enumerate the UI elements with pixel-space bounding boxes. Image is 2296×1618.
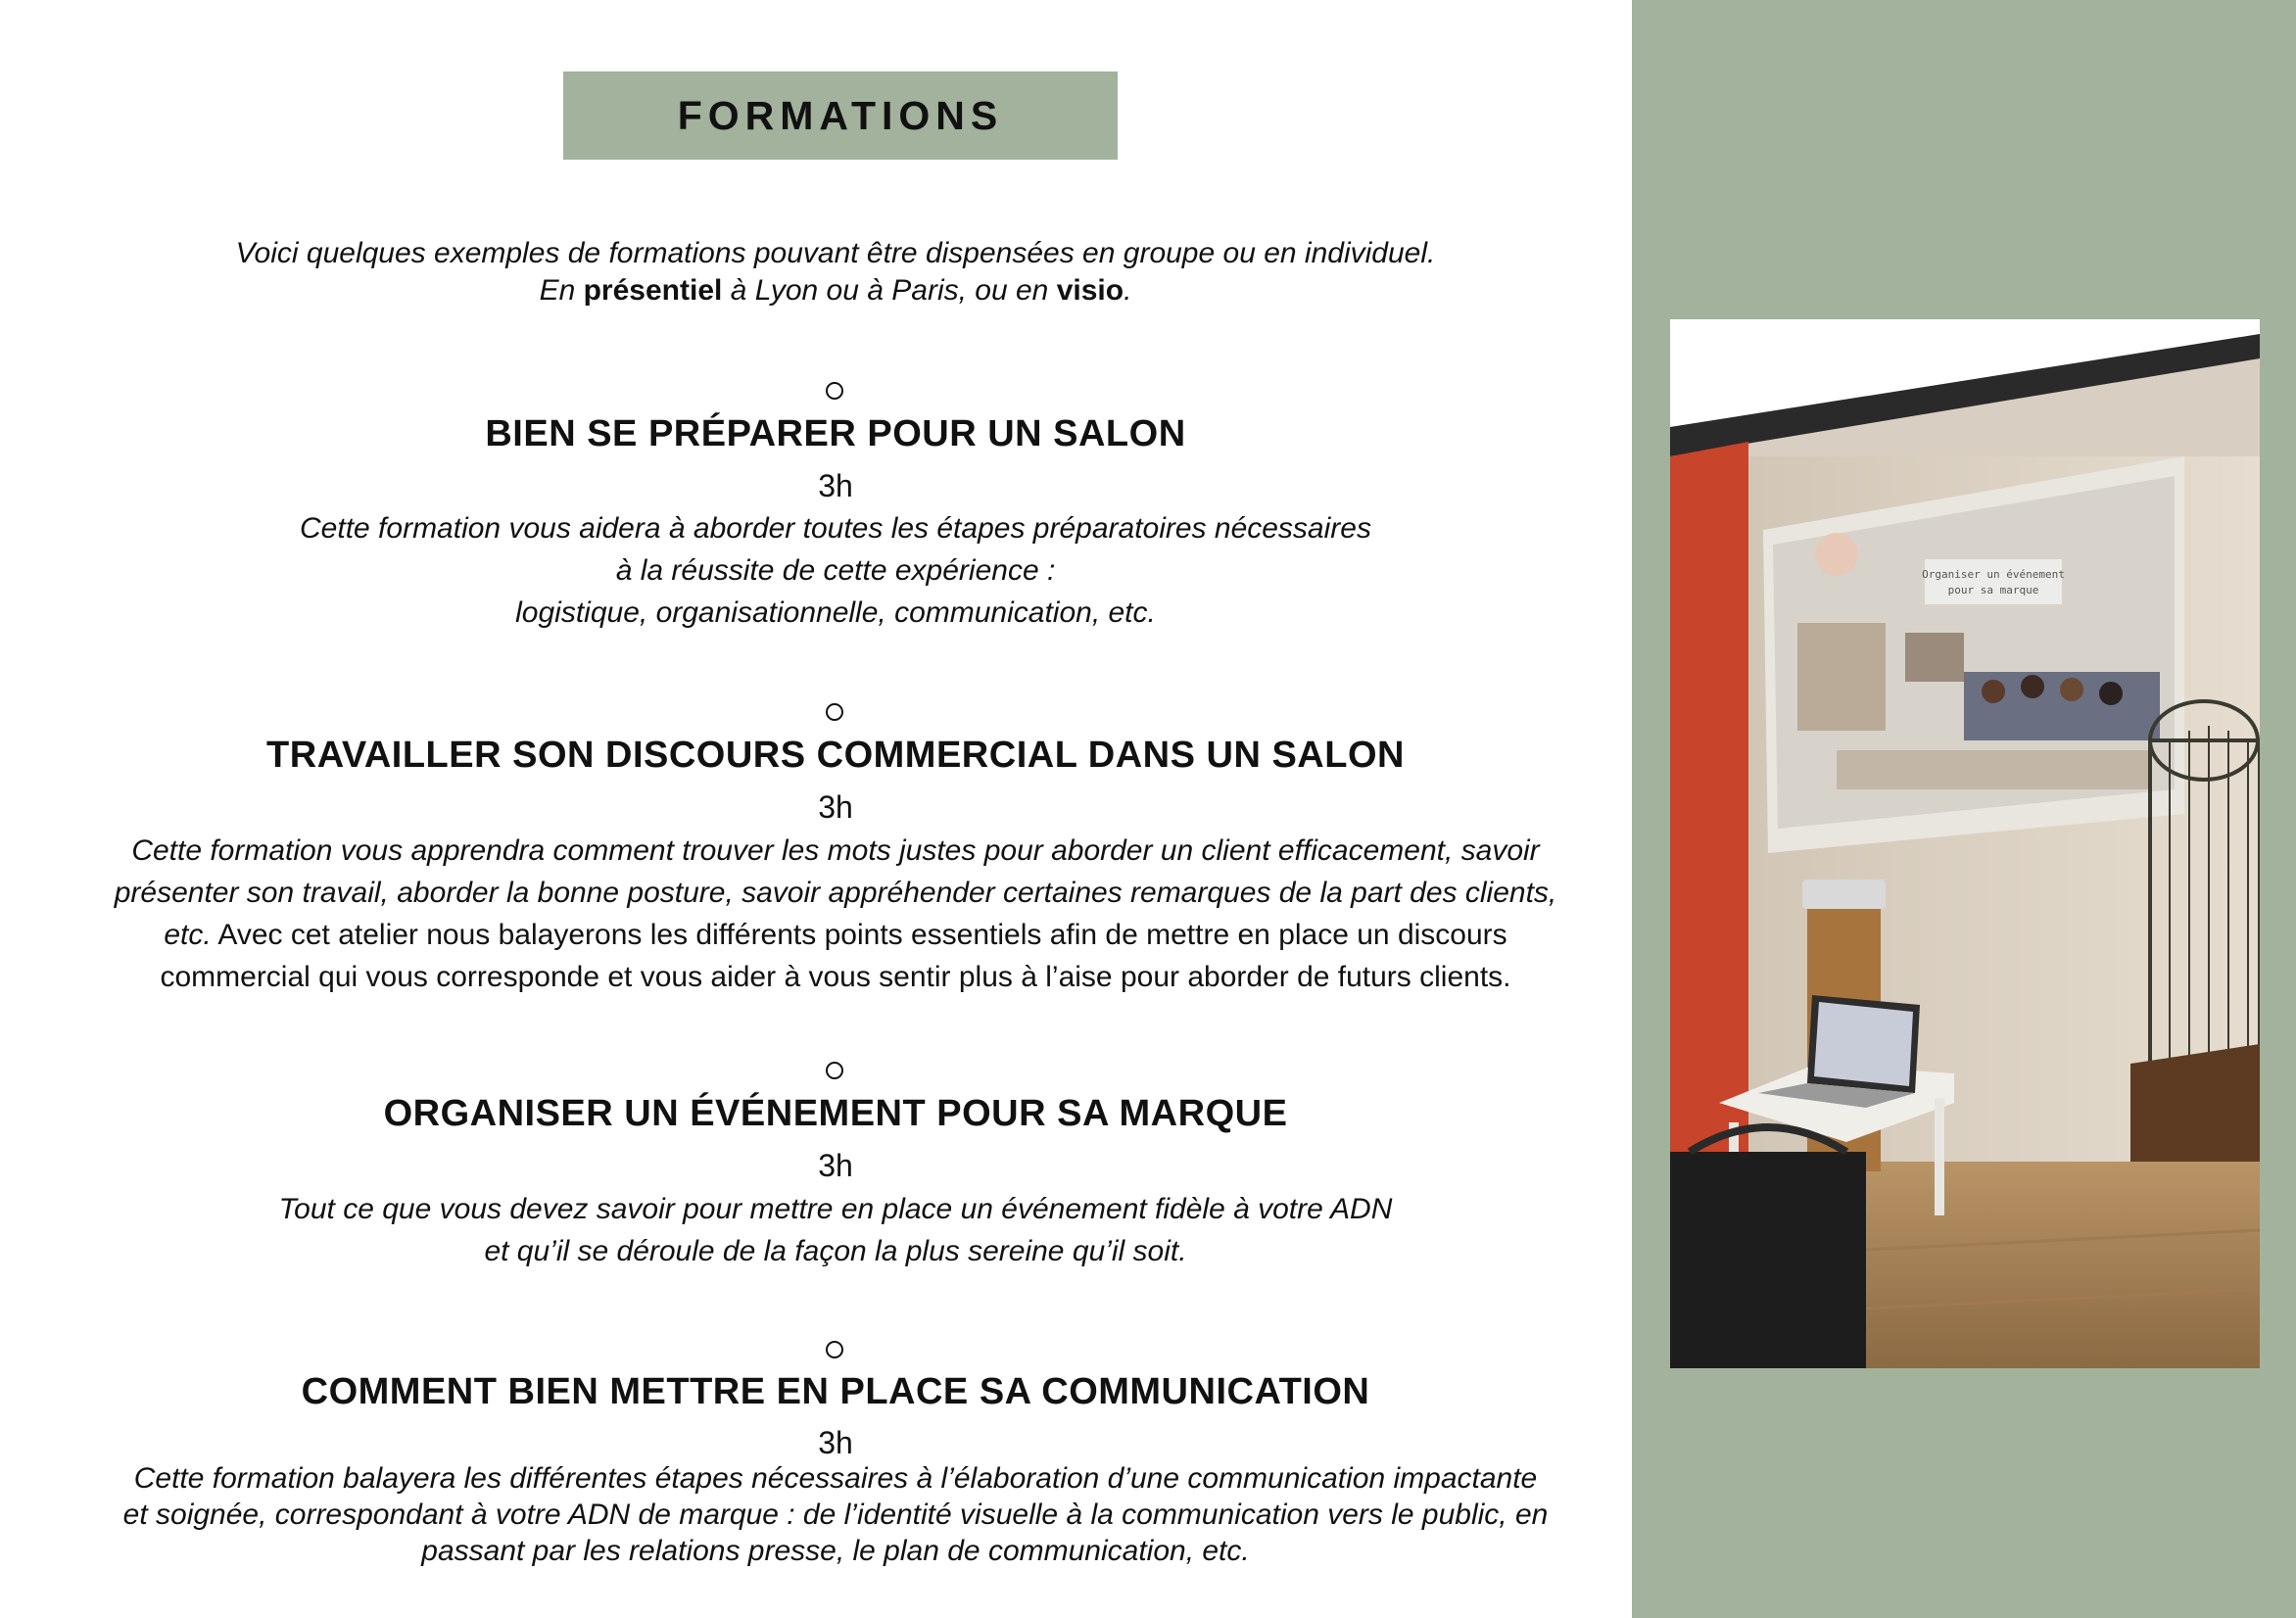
section-title: FORMATIONS: [677, 92, 1004, 138]
formation-title: TRAVAILLER SON DISCOURS COMMERCIAL DANS UN SALON: [266, 735, 1405, 776]
formation-title: COMMENT BIEN METTRE EN PLACE SA COMMUNICATION: [301, 1371, 1370, 1412]
description-line: présenter son travail, aborder la bonne posture, savoir appréhender certaines remarques de la part des clients,: [114, 877, 1557, 909]
bag-icon: [1670, 1152, 1866, 1368]
description-line: Cette formation vous apprendra comment trouver les mots justes pour aborder un client efficacement, savoir: [131, 834, 1540, 867]
workshop-photo-illustration: [1670, 319, 2260, 1368]
intro-bold-visio: visio: [1056, 274, 1124, 307]
formation-duration: 3h: [818, 468, 853, 503]
section-title-box: [563, 71, 1118, 160]
slide-text: pour sa marque: [1947, 584, 2039, 596]
description-line: et soignée, correspondant à votre ADN de marque : de l’identité visuelle à la communication vers le public, en: [122, 1499, 1549, 1531]
formation-duration: 3h: [818, 1148, 853, 1183]
intro-bold-presentiel: présentiel: [583, 274, 723, 307]
formation-title: BIEN SE PRÉPARER POUR UN SALON: [485, 413, 1186, 454]
formation-description: [59, 507, 1612, 634]
circle-bullet-icon: [826, 1341, 843, 1358]
description-line: à la réussite de cette expérience :: [615, 554, 1056, 587]
circle-bullet-icon: [826, 1062, 843, 1079]
workshop-photo: [1670, 319, 2260, 1368]
intro-text: à Lyon ou à Paris, ou en: [722, 274, 1057, 307]
intro-line-1: Voici quelques exemples de formations pouvant être dispensées en groupe ou en individuel.: [235, 237, 1436, 269]
projector-icon: [1802, 880, 1886, 909]
description-line: Cette formation vous aidera à aborder toutes les étapes préparatoires nécessaires: [300, 512, 1371, 545]
description-line: logistique, organisationnelle, communication, etc.: [515, 596, 1156, 629]
slide-text: Organiser un événement: [1922, 568, 2065, 581]
formation-description: [39, 830, 1632, 998]
description-line: et qu’il se déroule de la façon la plus sereine qu’il soit.: [484, 1235, 1187, 1267]
description-line: [39, 914, 1632, 956]
intro-text: .: [1124, 274, 1132, 307]
description-line: Cette formation balayera les différentes étapes nécessaires à l’élaboration d’une communication impactante: [133, 1462, 1538, 1495]
description-line: Tout ce que vous devez savoir pour mettre en place un événement fidèle à votre ADN: [278, 1193, 1393, 1225]
description-italic-etc: etc.: [164, 919, 212, 951]
formation-duration: 3h: [818, 1425, 853, 1460]
circle-bullet-icon: [826, 703, 843, 721]
description-text: Avec cet atelier nous balayerons les différents points essentiels afin de mettre en place un discours: [211, 919, 1507, 951]
formation-description: [59, 1188, 1612, 1272]
description-line: passant par les relations presse, le plan de communication, etc.: [421, 1535, 1250, 1567]
formation-title: ORGANISER UN ÉVÉNEMENT POUR SA MARQUE: [383, 1093, 1288, 1134]
formation-duration: 3h: [818, 789, 853, 825]
intro-line-2: [0, 274, 1671, 308]
circle-bullet-icon: [826, 382, 843, 400]
intro-text: En: [539, 274, 584, 307]
description-line: commercial qui vous corresponde et vous aider à vous sentir plus à l’aise pour aborder de futurs clients.: [160, 961, 1511, 993]
formation-description: [59, 1460, 1612, 1569]
